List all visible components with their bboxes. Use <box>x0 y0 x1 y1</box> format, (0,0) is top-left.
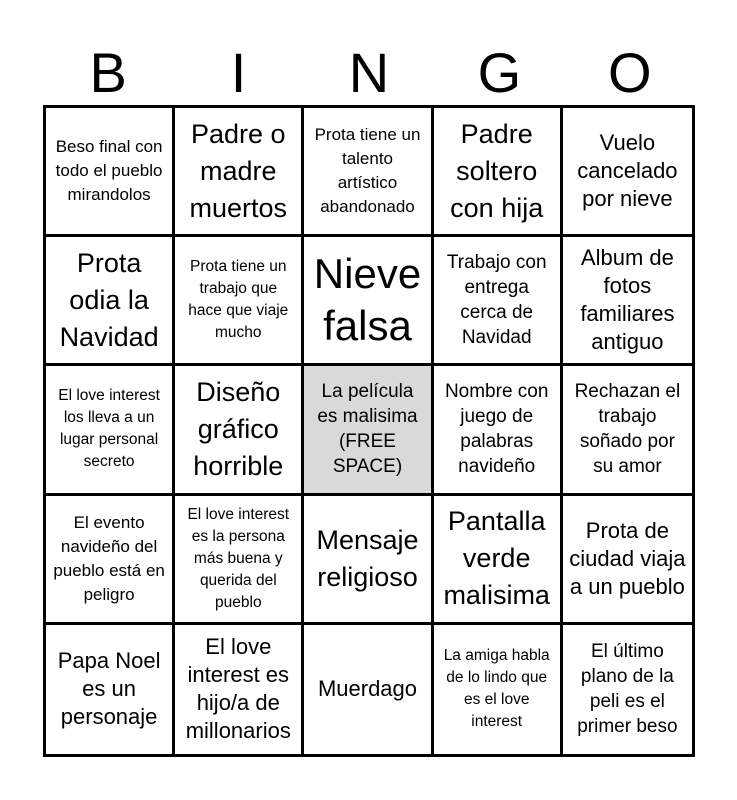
cell-text: Papa Noel es un personaje <box>57 648 161 730</box>
cell-text: Rechazan el trabajo soñado por su amor <box>574 381 681 478</box>
bingo-cell[interactable] <box>46 366 175 495</box>
bingo-board <box>43 105 695 757</box>
bingo-cell[interactable] <box>175 625 304 754</box>
cell-text: Nieve falsa <box>313 250 422 350</box>
bingo-cell[interactable] <box>175 496 304 625</box>
bingo-cell[interactable] <box>175 108 304 237</box>
bingo-cell[interactable] <box>304 625 433 754</box>
bingo-cell[interactable] <box>304 108 433 237</box>
cell-text: El love interest es hijo/a de millonarios <box>185 634 291 744</box>
cell-text: El evento navideño del pueblo está en peligro <box>53 512 165 604</box>
cell-text: La amiga habla de lo lindo que es el love interest <box>443 647 550 731</box>
cell-text: Muerdago <box>317 676 418 702</box>
cell-text: Trabajo con entrega cerca de Navidad <box>446 252 547 349</box>
header-letter-g: G <box>477 41 522 104</box>
cell-text: La película es malisima (FREE SPACE) <box>317 381 418 478</box>
bingo-header <box>43 40 695 106</box>
bingo-cell[interactable] <box>563 625 692 754</box>
cell-text: Padre soltero con hija <box>450 118 544 223</box>
cell-text: Album de fotos familiares antiguo <box>580 245 675 355</box>
cell-text: Prota tiene un talento artístico abandonado <box>314 125 421 217</box>
bingo-cell[interactable] <box>46 496 175 625</box>
bingo-cell[interactable] <box>175 237 304 366</box>
cell-text: Vuelo cancelado por nieve <box>577 130 678 212</box>
free-space-cell[interactable] <box>304 366 433 495</box>
header-letter-i: I <box>230 41 247 104</box>
bingo-cell[interactable] <box>434 108 563 237</box>
cell-text: Prota odia la Navidad <box>59 247 159 352</box>
header-letter-n: N <box>348 41 390 104</box>
bingo-cell[interactable] <box>563 108 692 237</box>
cell-text: El love interest los lleva a un lugar personal secreto <box>58 387 160 471</box>
cell-text: Prota tiene un trabajo que hace que viaje mucho <box>188 258 289 342</box>
header-letter-b: B <box>89 41 127 104</box>
bingo-cell[interactable] <box>563 237 692 366</box>
bingo-cell[interactable] <box>563 496 692 625</box>
bingo-cell[interactable] <box>46 625 175 754</box>
cell-text: Padre o madre muertos <box>189 118 288 223</box>
cell-text: Diseño gráfico horrible <box>193 376 284 481</box>
bingo-cell[interactable] <box>175 366 304 495</box>
bingo-cell[interactable] <box>46 108 175 237</box>
cell-text: El último plano de la peli es el primer beso <box>577 641 678 738</box>
cell-text: Mensaje religioso <box>316 524 419 592</box>
bingo-cell[interactable] <box>434 625 563 754</box>
cell-text: Pantalla verde malisima <box>443 506 550 611</box>
header-letter-o: O <box>607 41 652 104</box>
bingo-cell[interactable] <box>46 237 175 366</box>
bingo-cell[interactable] <box>434 496 563 625</box>
cell-text: Prota de ciudad viaja a un pueblo <box>569 517 686 599</box>
bingo-cell[interactable] <box>304 496 433 625</box>
cell-text: Nombre con juego de palabras navideño <box>444 381 549 478</box>
bingo-cell[interactable] <box>563 366 692 495</box>
bingo-cell[interactable] <box>304 237 433 366</box>
cell-text: El love interest es la persona más buena y querida del pueblo <box>187 505 290 611</box>
bingo-cell[interactable] <box>434 366 563 495</box>
bingo-cell[interactable] <box>434 237 563 366</box>
cell-text: Beso final con todo el pueblo mirandolos <box>55 137 163 205</box>
